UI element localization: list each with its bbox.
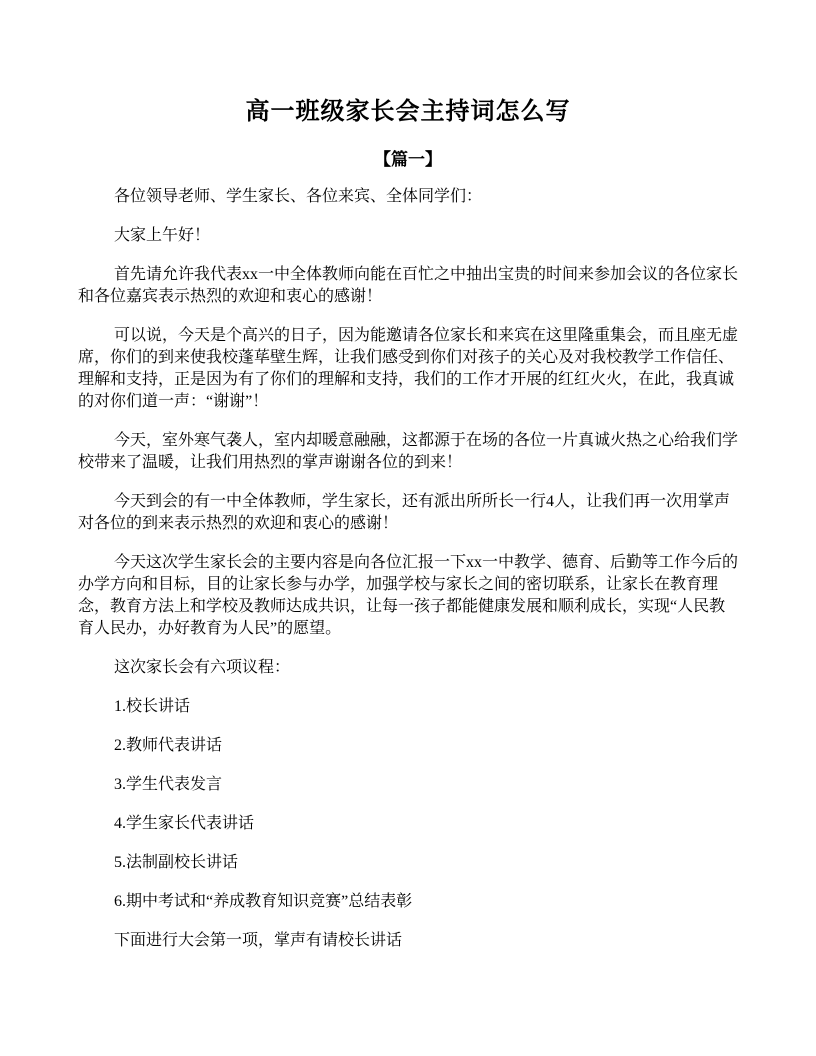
paragraph-attendees: 今天到会的有一中全体教师，学生家长，还有派出所所长一行4人，让我们再一次用掌声对各位的到来表示热烈的欢迎和衷心的感谢！ <box>78 493 731 532</box>
agenda-item: 2.教师代表讲话 <box>114 737 223 754</box>
paragraph-welcome-thanks: 首先请允许我代表xx一中全体教师向能在百忙之中抽出宝贵的时间来参加会议的各位家长和各位嘉宾表示热烈的欢迎和衷心的感谢！ <box>78 266 739 305</box>
closing-paragraph: 下面进行大会第一项，掌声有请校长讲话 <box>114 932 403 949</box>
paragraph-meeting-content: 今天这次学生家长会的主要内容是向各位汇报一下xx一中教学、德育、后勤等工作今后的办学方向和目标，目的让家长参与办学，加强学校与家长之间的密切联系，让家长在教育理念，教育方法上和学校及教师达成共识，让每一孩子都能健康发展和顺利成长，实现“人民教育人民办，办好教育为人民”的愿望。 <box>78 554 739 637</box>
agenda-item: 1.校长讲话 <box>114 698 191 715</box>
agenda-item: 3.学生代表发言 <box>114 776 223 793</box>
paragraph-greeting: 各位领导老师、学生家长、各位来宾、全体同学们： <box>114 188 483 205</box>
agenda-item: 4.学生家长代表讲话 <box>114 815 255 832</box>
paragraph-agenda-intro: 这次家长会有六项议程： <box>114 659 291 676</box>
section-heading: 【篇一】 <box>374 150 442 169</box>
paragraph-warmth: 今天，室外寒气袭人，室内却暖意融融，这都源于在场的各位一片真诚火热之心给我们学校带来了温暖，让我们用热烈的掌声谢谢各位的到来！ <box>78 432 739 471</box>
document-body <box>78 186 738 952</box>
agenda-item: 5.法制副校长讲话 <box>114 854 239 871</box>
agenda-item: 6.期中考试和“养成教育知识竞赛”总结表彰 <box>114 893 413 910</box>
document-title: 高一班级家长会主持词怎么写 <box>245 99 571 125</box>
paragraph-good-morning: 大家上午好！ <box>114 227 211 244</box>
paragraph-happy-day: 可以说，今天是个高兴的日子，因为能邀请各位家长和来宾在这里隆重集会，而且座无虚席，你们的到来使我校蓬荜壁生辉，让我们感受到你们对孩子的关心及对我校教学工作信任、理解和支持，正是因为有了你们的理解和支持，我们的工作才开展的红红火火，在此，我真诚的对你们道一声：“谢谢”！ <box>78 327 739 410</box>
